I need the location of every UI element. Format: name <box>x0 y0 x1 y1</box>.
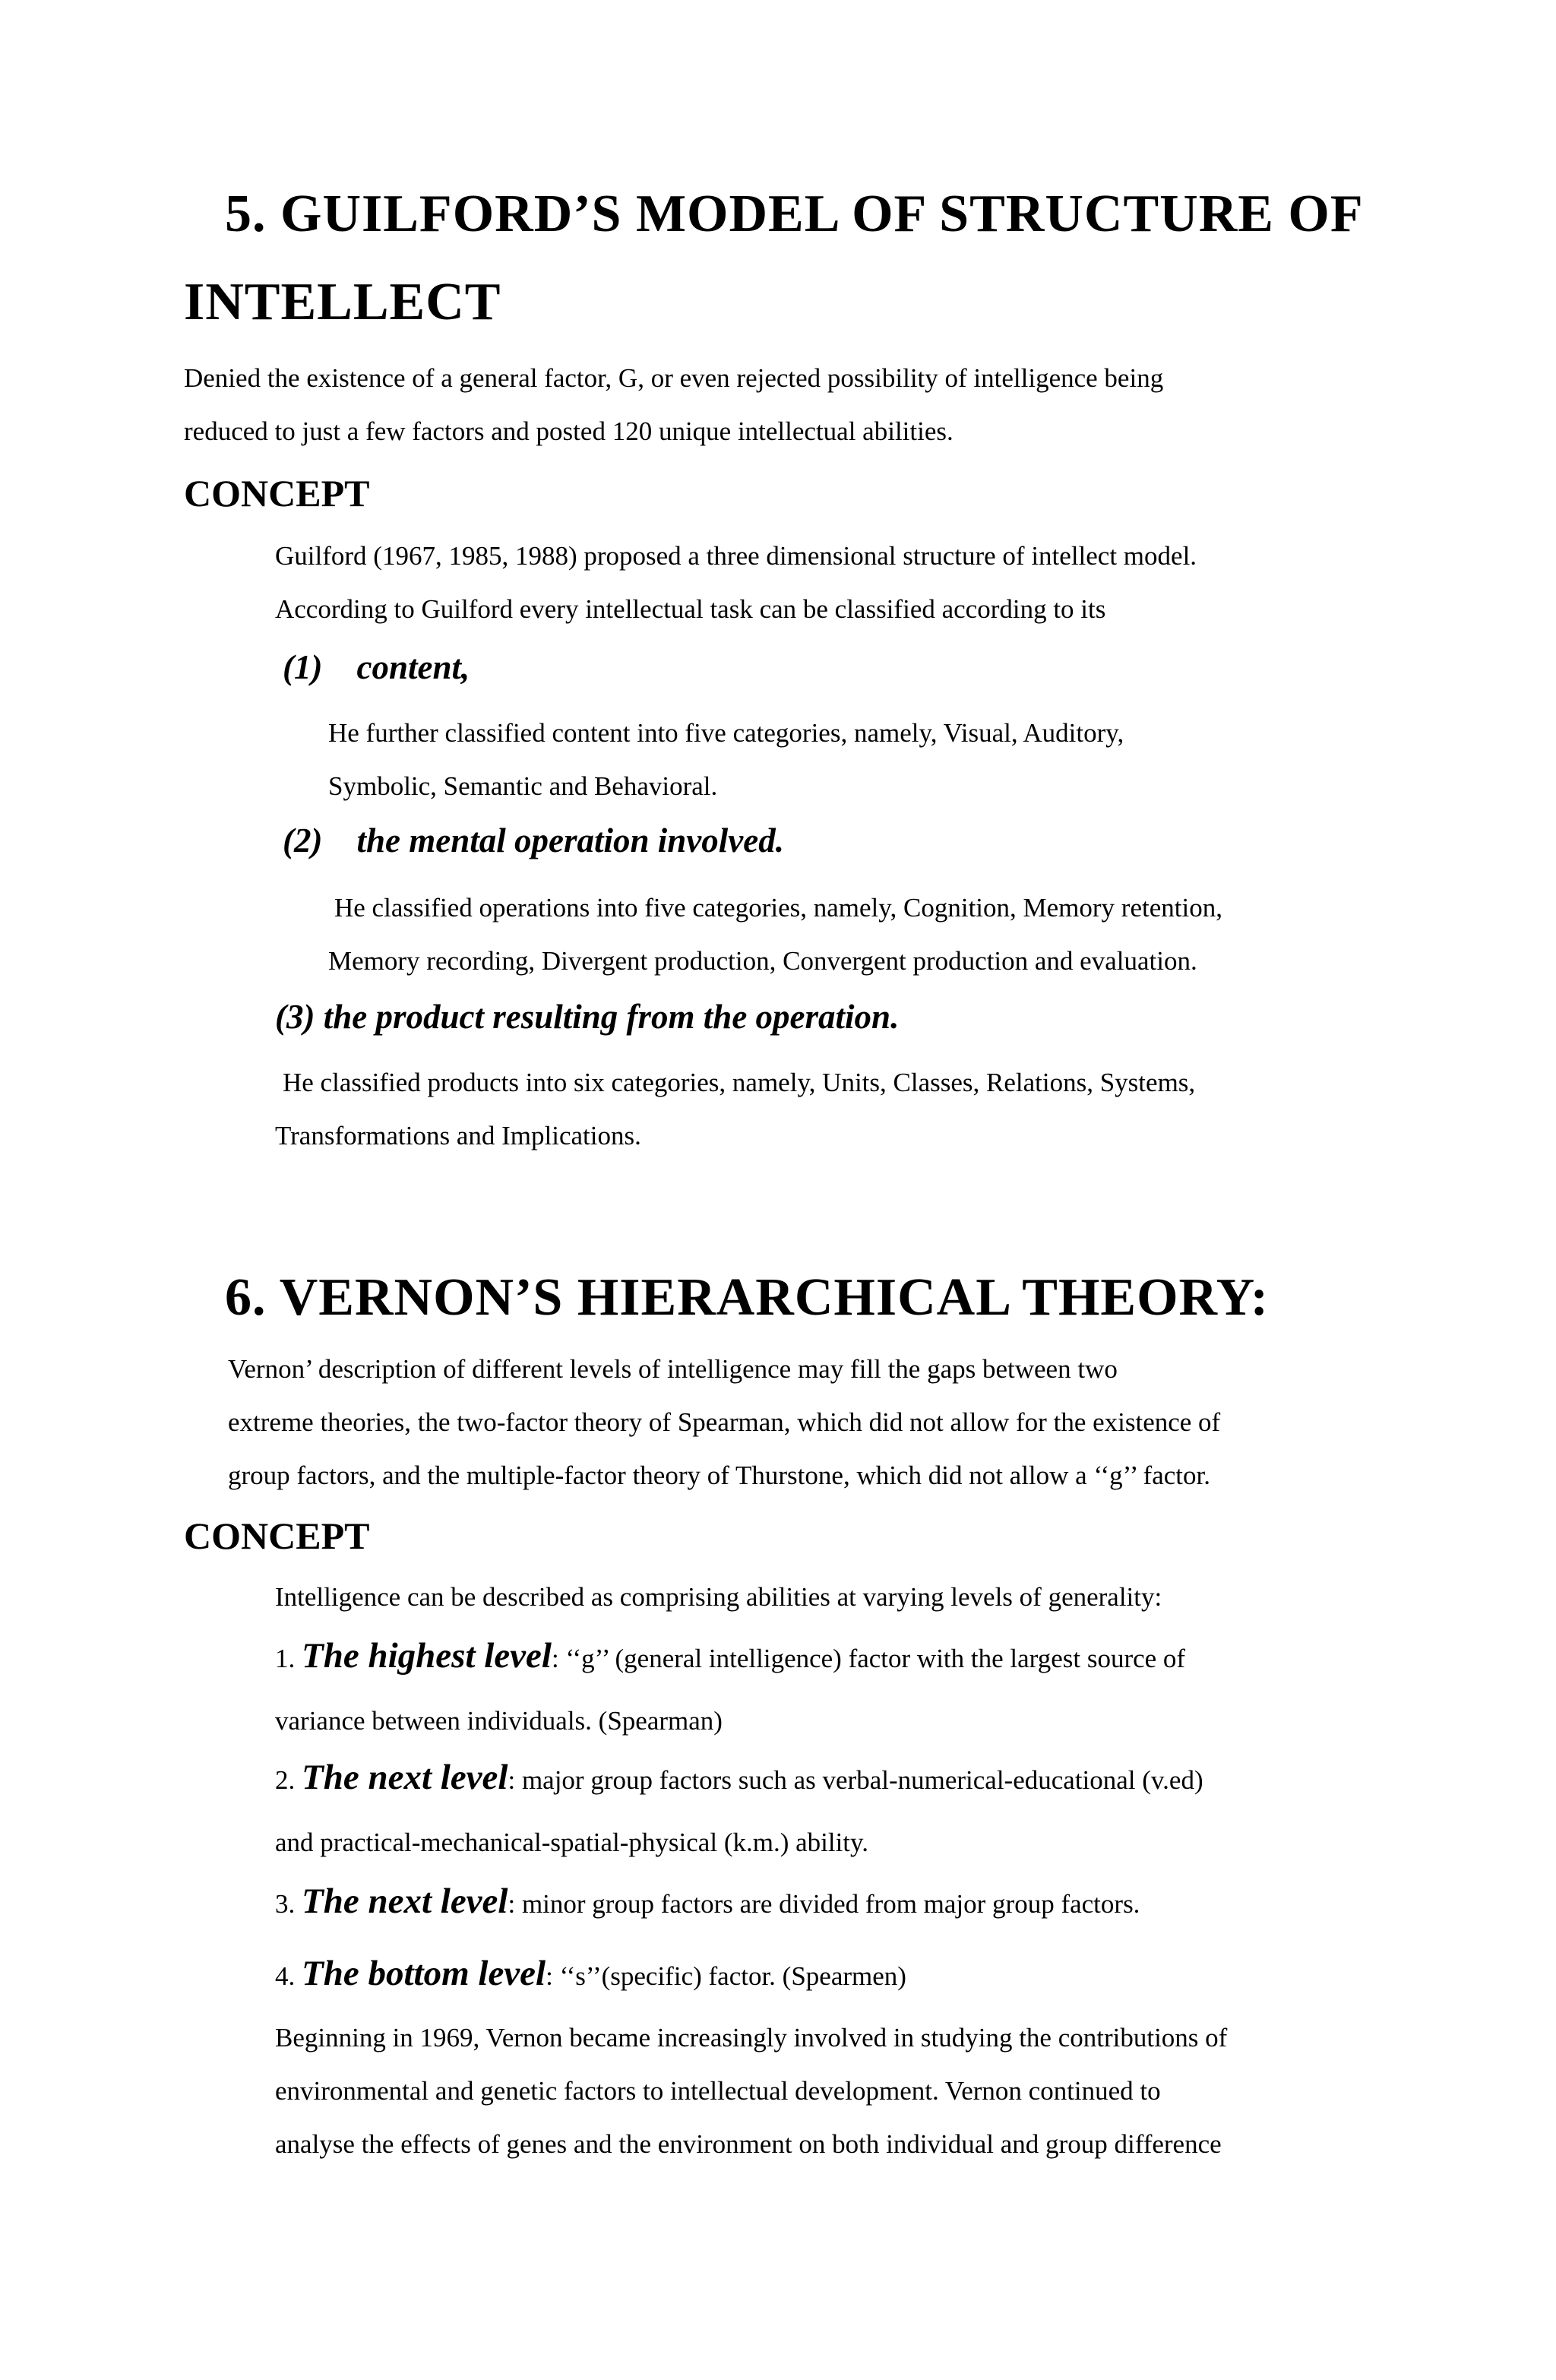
guilford-operation-heading: (2) the mental operation involved. <box>283 821 784 859</box>
level-2-label: The next level <box>302 1758 508 1797</box>
section-5-concept-line1: Guilford (1967, 1985, 1988) proposed a three dimensional structure of intellect model. <box>275 541 1197 571</box>
section-5-concept-line2: According to Guilford every intellectual task can be classified according to its <box>275 594 1106 624</box>
guilford-content-line1: He further classified content into five categories, namely, Visual, Auditory, <box>328 718 1124 748</box>
level-3-label: The next level <box>302 1882 508 1921</box>
section-6-intro-line1: Vernon’ description of different levels of intelligence may fill the gaps between two <box>228 1354 1118 1384</box>
level-4-number: 4. <box>275 1961 302 1991</box>
level-2-number: 2. <box>275 1765 302 1795</box>
level-1-continuation: variance between individuals. (Spearman) <box>275 1706 723 1736</box>
guilford-operation-line2: Memory recording, Divergent production, Convergent production and evaluation. <box>328 946 1197 976</box>
section-5-intro-line1: Denied the existence of a general factor, G, or even rejected possibility of intelligence being <box>184 363 1164 393</box>
level-1-number: 1. <box>275 1644 302 1673</box>
guilford-product-heading: (3) the product resulting from the operation. <box>275 998 900 1036</box>
section-5-intro-line2: reduced to just a few factors and posted 120 unique intellectual abilities. <box>184 416 954 446</box>
section-5-title-line2: INTELLECT <box>184 273 501 331</box>
level-1-text: : ‘‘g’’ (general intelligence) factor with the largest source of <box>551 1644 1186 1673</box>
guilford-operation-line1: He classified operations into five categories, namely, Cognition, Memory retention, <box>334 893 1222 923</box>
section-6-concept-heading: CONCEPT <box>184 1514 370 1557</box>
level-1-line <box>275 1635 1185 1676</box>
section-6-closing-line2: environmental and genetic factors to intellectual development. Vernon continued to <box>275 2076 1161 2106</box>
level-4-label: The bottom level <box>302 1954 546 1993</box>
section-6-concept-line1: Intelligence can be described as comprising abilities at varying levels of generality: <box>275 1582 1162 1612</box>
level-1-label: The highest level <box>302 1636 552 1676</box>
level-3-text: : minor group factors are divided from major group factors. <box>508 1889 1140 1919</box>
level-4-line <box>275 1953 906 1994</box>
level-2-text: : major group factors such as verbal-numerical-educational (v.ed) <box>508 1765 1203 1795</box>
section-6-closing-line1: Beginning in 1969, Vernon became increasingly involved in studying the contributions of <box>275 2023 1228 2052</box>
level-2-line <box>275 1757 1203 1798</box>
guilford-product-line2: Transformations and Implications. <box>275 1121 641 1150</box>
section-6-intro-line3: group factors, and the multiple-factor theory of Thurstone, which did not allow a ‘‘g’’ factor. <box>228 1461 1210 1490</box>
guilford-content-heading: (1) content, <box>283 648 470 686</box>
level-2-continuation: and practical-mechanical-spatial-physical (k.m.) ability. <box>275 1828 869 1857</box>
section-5-concept-heading: CONCEPT <box>184 472 370 514</box>
guilford-content-line2: Symbolic, Semantic and Behavioral. <box>328 771 718 801</box>
section-6-intro-line2: extreme theories, the two-factor theory of Spearman, which did not allow for the existence of <box>228 1407 1221 1437</box>
level-4-text: : ‘‘s’’(specific) factor. (Spearmen) <box>546 1961 906 1991</box>
level-3-line <box>275 1881 1140 1922</box>
section-6-closing-line3: analyse the effects of genes and the environment on both individual and group difference <box>275 2129 1222 2159</box>
section-6-title: 6. VERNON’S HIERARCHICAL THEORY: <box>225 1268 1270 1327</box>
guilford-product-line1: He classified products into six categories, namely, Units, Classes, Relations, Systems, <box>283 1068 1196 1097</box>
level-3-number: 3. <box>275 1889 302 1919</box>
section-5-title-line1: 5. GUILFORD’S MODEL OF STRUCTURE OF <box>225 185 1364 243</box>
